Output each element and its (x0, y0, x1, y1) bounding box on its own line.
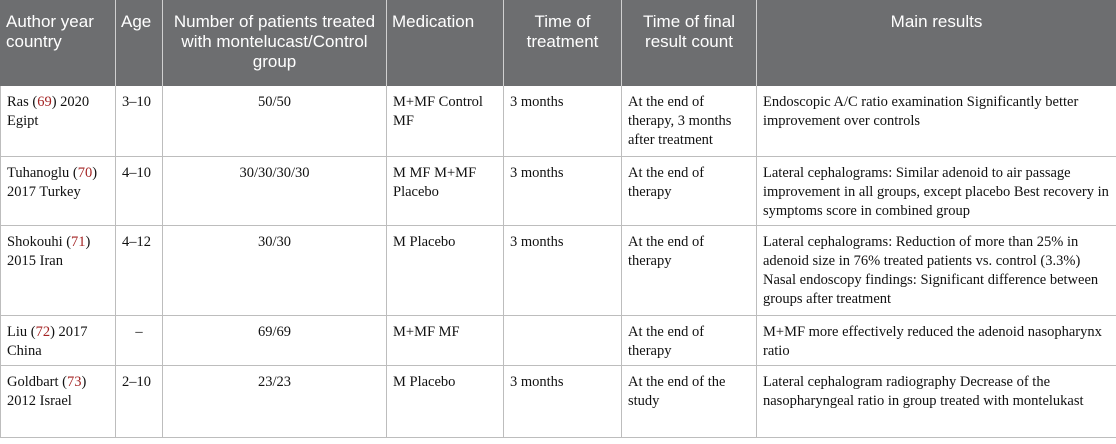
cell-patients: 69/69 (163, 315, 387, 365)
header-time-final: Time of final result count (622, 0, 757, 86)
author-text: Shokouhi ( (7, 233, 72, 250)
header-time-treatment: Time of treatment (504, 0, 622, 86)
cell-time-final: At the end of therapy (622, 315, 757, 365)
cell-author (1, 365, 116, 437)
cell-author (1, 86, 116, 156)
cell-medication: M+MF MF (387, 315, 504, 365)
table-row (1, 225, 1116, 315)
cell-age: – (116, 315, 163, 365)
author-text: ) 2020 Egipt (7, 94, 90, 129)
cell-age: 3–10 (116, 86, 163, 156)
cell-results: Lateral cephalograms: Similar adenoid to air passage improvement in all groups, except placebo Best recovery in symptoms score in combined group (757, 156, 1116, 225)
author-text: Goldbart ( (7, 373, 67, 390)
author-text: Ras ( (7, 94, 38, 110)
cell-age: 4–12 (116, 225, 163, 315)
cell-patients: 30/30/30/30 (163, 156, 387, 225)
cell-medication: M Placebo (387, 365, 504, 437)
header-row (1, 0, 1116, 86)
cell-age: 4–10 (116, 156, 163, 225)
cell-results: Lateral cephalograms: Reduction of more than 25% in adenoid size in 76% treated patients vs. control (3.3%) Nasal endoscopy findings: Significant difference between groups after treatment (757, 225, 1116, 315)
cell-time-final: At the end of therapy (622, 156, 757, 225)
cell-age: 2–10 (116, 365, 163, 437)
table-row (1, 86, 1116, 156)
cell-author (1, 315, 116, 365)
table-row (1, 156, 1116, 225)
header-results: Main results (757, 0, 1116, 86)
header-author: Author year country (1, 0, 116, 86)
reference-link[interactable]: 73 (67, 373, 82, 390)
cell-medication: M MF M+MF Placebo (387, 156, 504, 225)
cell-time-treatment: 3 months (504, 225, 622, 315)
cell-patients: 23/23 (163, 365, 387, 437)
author-text: ) 2017 Turkey (7, 164, 98, 200)
cell-time-final: At the end of therapy, 3 months after treatment (622, 86, 757, 156)
header-patients: Number of patients treated with montelucast/Control group (163, 0, 387, 86)
reference-link[interactable]: 71 (71, 233, 86, 250)
author-text: ) 2012 Israel (7, 373, 87, 409)
cell-results: Endoscopic A/C ratio examination Significantly better improvement over controls (757, 86, 1116, 156)
cell-time-final: At the end of therapy (622, 225, 757, 315)
cell-results: Lateral cephalogram radiography Decrease of the nasopharyngeal ratio in group treated with montelukast (757, 365, 1116, 437)
cell-medication: M Placebo (387, 225, 504, 315)
cell-time-final: At the end of the study (622, 365, 757, 437)
cell-author (1, 225, 116, 315)
reference-link[interactable]: 69 (37, 94, 52, 110)
cell-time-treatment: 3 months (504, 365, 622, 437)
author-text: ) 2017 China (7, 323, 88, 359)
cell-author (1, 156, 116, 225)
header-age: Age (116, 0, 163, 86)
reference-link[interactable]: 72 (35, 323, 51, 340)
cell-patients: 30/30 (163, 225, 387, 315)
author-text: ) 2015 Iran (7, 233, 91, 269)
reference-link[interactable]: 70 (77, 164, 93, 181)
cell-results: M+MF more effectively reduced the adenoid nasopharynx ratio (757, 315, 1116, 365)
header-medication: Medication (387, 0, 504, 86)
cell-time-treatment (504, 315, 622, 365)
author-text: Tuhanoglu ( (7, 164, 78, 181)
table-row (1, 315, 1116, 365)
cell-time-treatment: 3 months (504, 86, 622, 156)
author-text: Liu ( (7, 323, 36, 340)
cell-medication: M+MF Control MF (387, 86, 504, 156)
cell-time-treatment: 3 months (504, 156, 622, 225)
table-row (1, 365, 1116, 437)
cell-patients: 50/50 (163, 86, 387, 156)
